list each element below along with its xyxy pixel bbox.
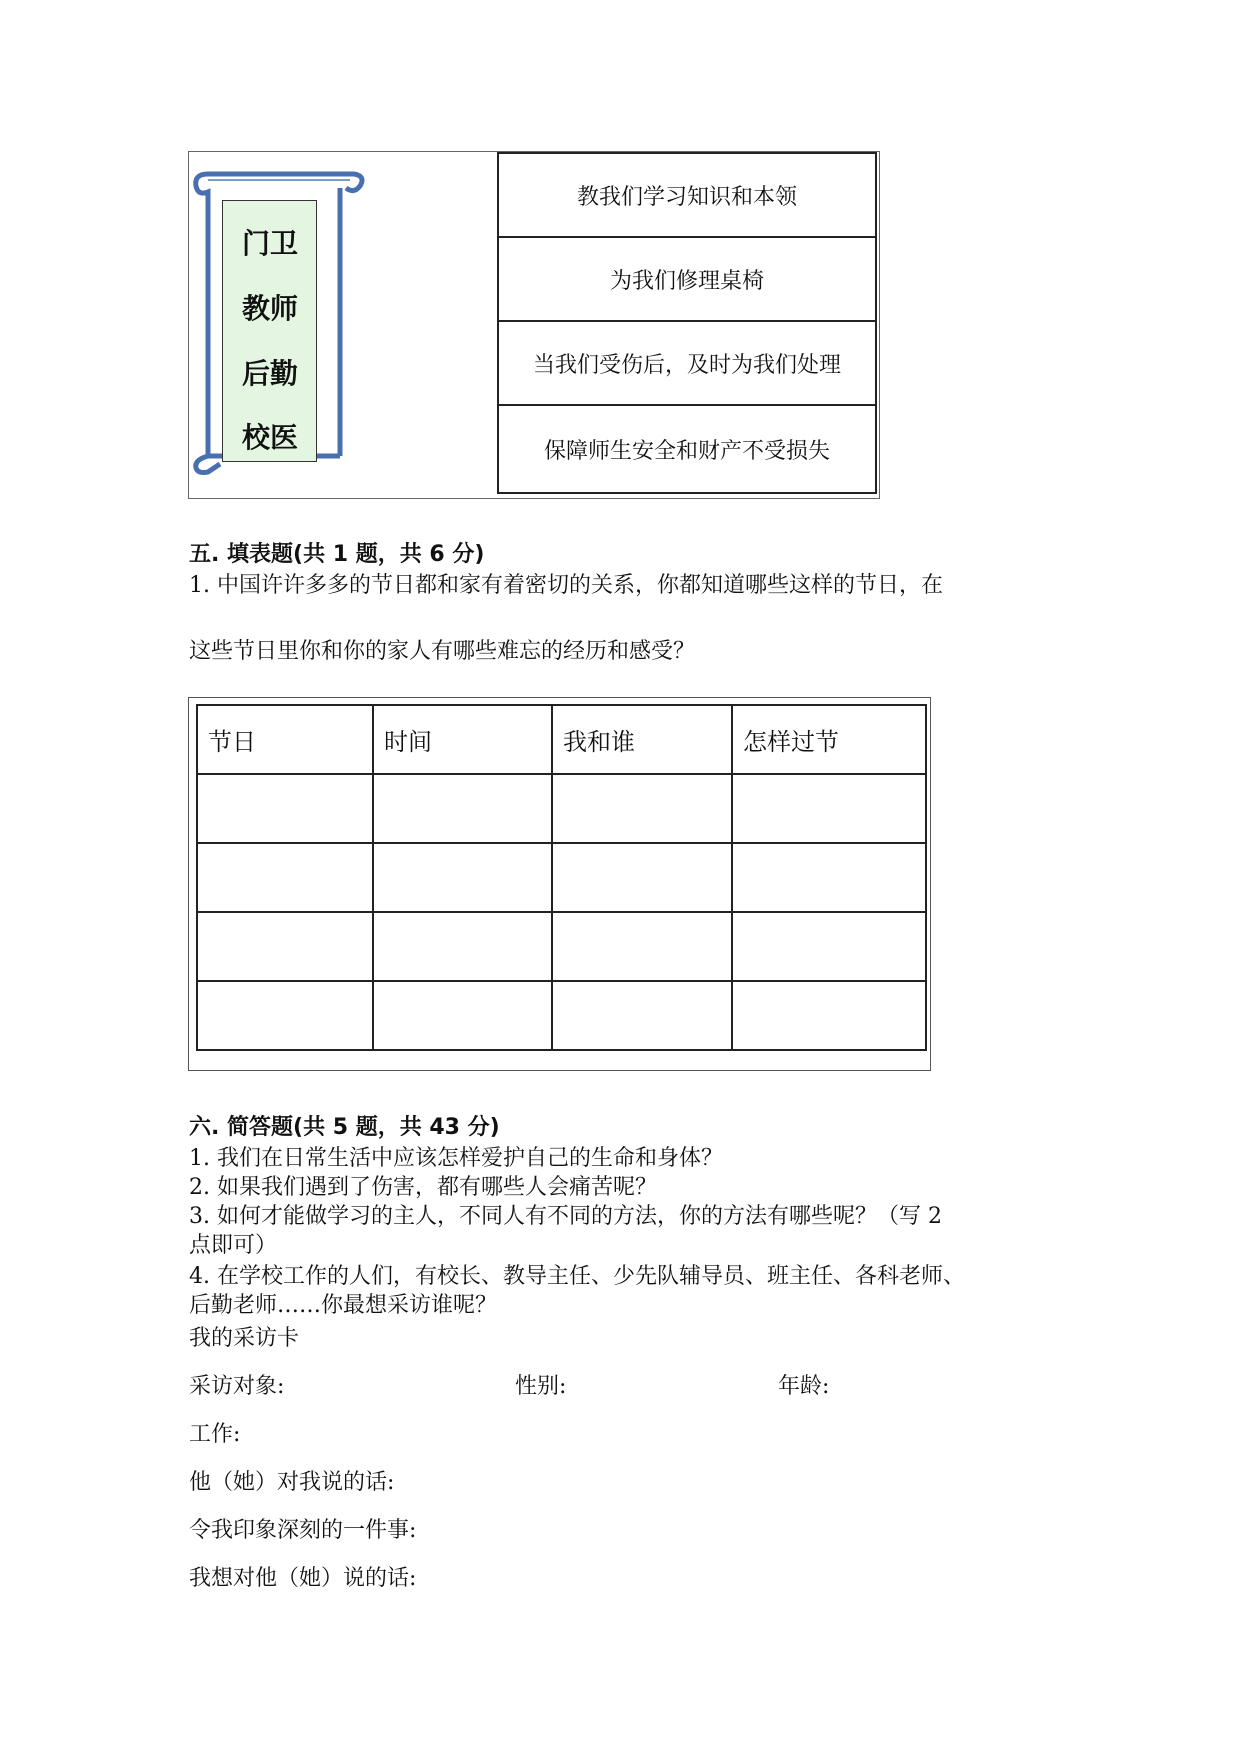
q6-line-3: 3. 如何才能做学习的主人，不同人有不同的方法，你的方法有哪些呢？（写 2 [189,1204,942,1229]
field-interviewee: 采访对象: [189,1374,285,1399]
header-time: 时间 [373,705,552,774]
table-cell[interactable] [197,774,373,843]
table-cell[interactable] [552,774,732,843]
field-want-to-say: 我想对他（她）说的话: [189,1566,417,1591]
q6-line-1: 1. 我们在日常生活中应该怎样爱护自己的生命和身体？ [189,1146,723,1171]
field-job: 工作: [189,1422,241,1447]
table-cell[interactable] [373,774,552,843]
table-cell[interactable] [197,981,373,1050]
table-cell[interactable] [732,843,926,912]
table-cell[interactable] [552,843,732,912]
field-said-to-me: 他（她）对我说的话: [189,1470,395,1495]
table-cell[interactable] [373,912,552,981]
table-cell[interactable] [373,843,552,912]
section-5-title: 五. 填表题(共 1 题，共 6 分) [189,542,485,567]
table-row [197,843,926,912]
table-cell[interactable] [197,843,373,912]
q6-line-6: 后勤老师……你最想采访谁呢？ [189,1293,498,1318]
q6-line-5: 4. 在学校工作的人们，有校长、教导主任、少先队辅导员、班主任、各科老师、 [189,1264,965,1289]
field-age: 年龄: [778,1374,830,1399]
role-guard: 门卫 [241,227,298,260]
table-row [197,774,926,843]
table-cell[interactable] [552,981,732,1050]
q6-line-2: 2. 如果我们遇到了伤害，都有哪些人会痛苦呢？ [189,1175,657,1200]
header-festival: 节日 [197,705,373,774]
duties-table [497,152,877,494]
duty-cell: 当我们受伤后，及时为我们处理 [498,321,876,405]
table-cell[interactable] [732,981,926,1050]
header-how: 怎样过节 [732,705,926,774]
duty-cell: 教我们学习知识和本领 [498,153,876,237]
role-doctor: 校医 [241,421,298,454]
field-gender: 性别: [515,1374,567,1399]
section-6-title: 六. 简答题(共 5 题，共 43 分) [189,1115,500,1140]
table-cell[interactable] [197,912,373,981]
table-cell[interactable] [732,912,926,981]
header-with-whom: 我和谁 [552,705,732,774]
table-cell[interactable] [552,912,732,981]
role-teacher: 教师 [241,292,298,325]
duty-cell: 保障师生安全和财产不受损失 [498,405,876,493]
table-header-row [197,705,926,774]
table-row [197,912,926,981]
table-row [197,981,926,1050]
q5-1-line-1: 1. 中国许许多多的节日都和家有着密切的关系，你都知道哪些这样的节日，在 [189,573,943,598]
table-cell[interactable] [732,774,926,843]
field-memorable: 令我印象深刻的一件事: [189,1518,417,1543]
table-cell[interactable] [373,981,552,1050]
q6-line-4: 点即可） [189,1233,278,1258]
role-logistics: 后勤 [241,357,298,390]
festival-table [196,704,927,1051]
duty-cell: 为我们修理桌椅 [498,237,876,321]
q5-1-line-2: 这些节日里你和你的家人有哪些难忘的经历和感受？ [189,639,696,664]
card-title: 我的采访卡 [189,1326,300,1351]
